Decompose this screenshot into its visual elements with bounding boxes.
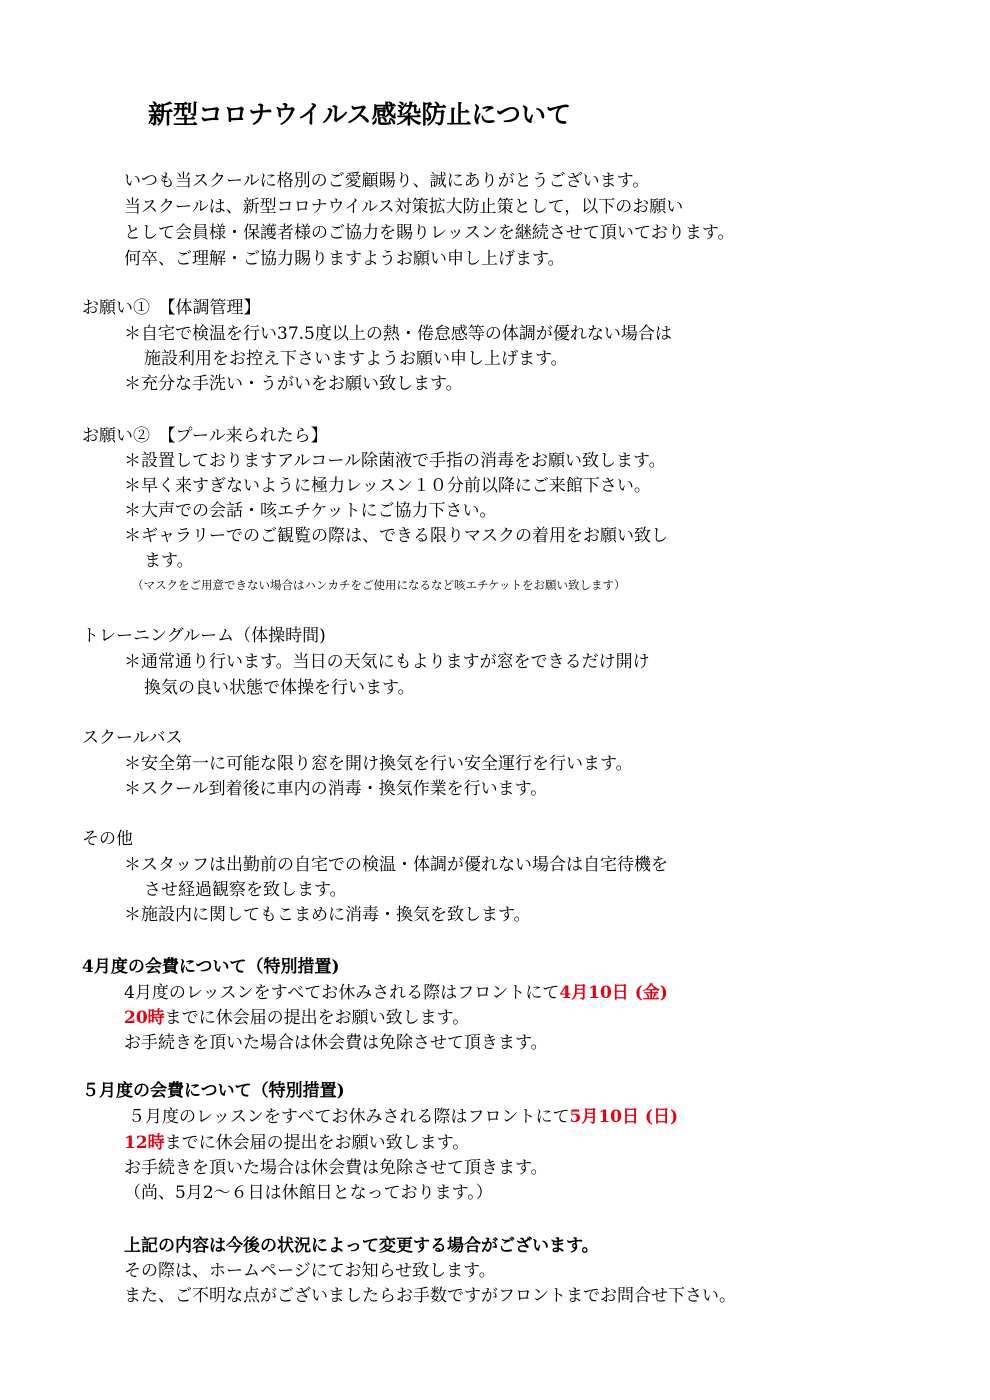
request2-note: （マスクをご用意できない場合はハンカチをご使用になるなど咳エチケットをお願い致します） bbox=[132, 578, 626, 592]
may-fee-heading: ５月度の会費について（特別措置) bbox=[82, 1081, 345, 1101]
may-deadline-time: 12時 bbox=[124, 1133, 165, 1153]
request2-line: ます。 bbox=[144, 551, 194, 571]
intro-line: として会員様・保護者様のご協力を賜りレッスンを継続させて頂いております。 bbox=[124, 223, 735, 243]
bus-heading: スクールバス bbox=[82, 728, 183, 748]
request2-line: ＊早く来すぎないように極力レッスン１０分前以降にご来館下さい。 bbox=[124, 476, 651, 496]
closing-line: その際は、ホームページにてお知らせ致します。 bbox=[124, 1261, 496, 1281]
request2-heading: お願い② 【プール来られたら】 bbox=[82, 426, 328, 446]
may-fee-line: （尚、5月2～６日は休館日となっております。） bbox=[124, 1183, 493, 1203]
may-deadline-date: 5月10日 (日) bbox=[569, 1107, 678, 1127]
may-fee-text: ５月度のレッスンをすべてお休みされる際はフロントにて bbox=[128, 1107, 570, 1127]
may-fee-text: までに休会届の提出をお願い致します。 bbox=[164, 1133, 470, 1153]
may-fee-line: お手続きを頂いた場合は休会費は免除させて頂きます。 bbox=[124, 1158, 548, 1178]
closing-notice: 上記の内容は今後の状況によって変更する場合がございます。 bbox=[124, 1236, 599, 1256]
bus-line: ＊安全第一に可能な限り窓を開け換気を行い安全運行を行います。 bbox=[124, 754, 633, 774]
training-heading: トレーニングルーム（体操時間) bbox=[82, 626, 326, 646]
request2-line: ＊ギャラリーでのご観覧の際は、できる限りマスクの着用をお願い致し bbox=[124, 526, 668, 546]
other-heading: その他 bbox=[82, 829, 133, 849]
other-line: ＊施設内に関してもこまめに消毒・換気を致します。 bbox=[124, 905, 531, 925]
may-fee-line bbox=[128, 1105, 678, 1129]
request1-line: 施設利用をお控え下さいますようお願い申し上げます。 bbox=[144, 349, 568, 369]
april-fee-text: までに休会届の提出をお願い致します。 bbox=[164, 1008, 470, 1028]
april-fee-line: お手続きを頂いた場合は休会費は免除させて頂きます。 bbox=[124, 1033, 548, 1053]
may-fee-line bbox=[124, 1131, 469, 1155]
other-line: させ経過観察を致します。 bbox=[144, 880, 347, 900]
request2-line: ＊大声での会話・咳エチケットにご協力下さい。 bbox=[124, 501, 497, 521]
april-fee-heading: 4月度の会費について（特別措置) bbox=[82, 957, 340, 977]
request2-line: ＊設置しておりますアルコール除菌液で手指の消毒をお願い致します。 bbox=[124, 451, 666, 471]
request1-line: ＊充分な手洗い・うがいをお願い致します。 bbox=[124, 374, 463, 394]
intro-line: いつも当スクールに格別のご愛顧賜り、誠にありがとうございます。 bbox=[124, 171, 650, 191]
april-deadline-date: 4月10日 (金) bbox=[559, 983, 668, 1003]
intro-line: 何卒、ご理解・ご協力賜りますようお願い申し上げます。 bbox=[124, 249, 565, 269]
intro-line: 当スクールは、新型コロナウイルス対策拡大防止策として，以下のお願い bbox=[124, 197, 684, 217]
training-line: ＊通常通り行います。当日の天気にもよりますが窓をできるだけ開け bbox=[124, 652, 650, 672]
request1-heading: お願い① 【体調管理】 bbox=[82, 298, 261, 318]
bus-line: ＊スクール到着後に車内の消毒・換気作業を行います。 bbox=[124, 779, 548, 799]
april-fee-text: 4月度のレッスンをすべてお休みされる際はフロントにて bbox=[124, 983, 560, 1003]
other-line: ＊スタッフは出勤前の自宅での検温・体調が優れない場合は自宅待機を bbox=[124, 855, 668, 875]
training-line: 換気の良い状態で体操を行います。 bbox=[144, 678, 415, 698]
page-title: 新型コロナウイルス感染防止について bbox=[148, 100, 572, 129]
request1-line: ＊自宅で検温を行い37.5度以上の熱・倦怠感等の体調が優れない場合は bbox=[124, 324, 672, 344]
closing-line: また、ご不明な点がございましたらお手数ですがフロントまでお問合せ下さい。 bbox=[124, 1286, 736, 1306]
april-fee-line bbox=[124, 1006, 469, 1030]
april-fee-line bbox=[124, 981, 668, 1005]
april-deadline-time: 20時 bbox=[124, 1008, 165, 1028]
